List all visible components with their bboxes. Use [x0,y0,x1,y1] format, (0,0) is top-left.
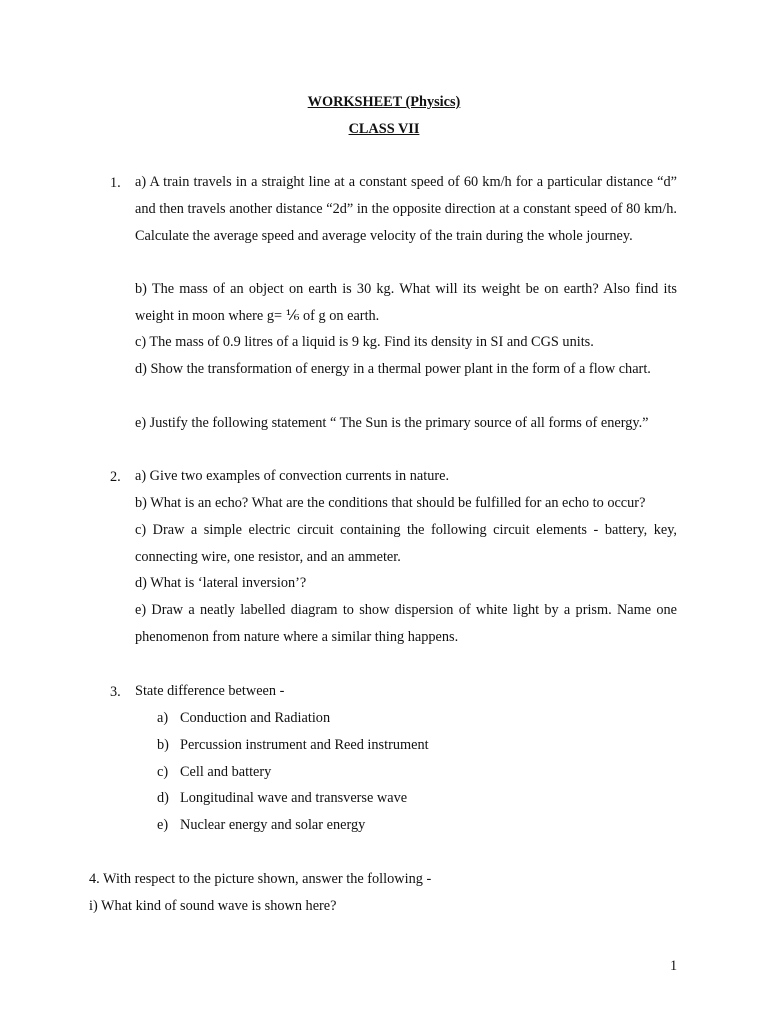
class-heading: CLASS VII [348,121,420,137]
question-4-intro: 4. With respect to the picture shown, answer the following - [89,871,432,887]
list-item-letter: d) [157,790,169,806]
question-2c: c) Draw a simple electric circuit containing the following circuit elements - battery, key, connecting wire, one resistor, and an ammeter. [135,522,677,565]
list-item-text: Nuclear energy and solar energy [180,817,366,833]
list-item-letter: a) [157,710,169,726]
list-item-text: Longitudinal wave and transverse wave [180,790,408,806]
question-1e: e) Justify the following statement “ The Sun is the primary source of all forms of energy.” [135,415,649,431]
question-1c: c) The mass of 0.9 litres of a liquid is 9 kg. Find its density in SI and CGS units. [135,334,594,350]
question-1d: d) Show the transformation of energy in a thermal power plant in the form of a flow chart. [135,361,651,377]
question-1-number: 1. [110,175,121,191]
list-item-text: Conduction and Radiation [180,710,331,726]
question-2e: e) Draw a neatly labelled diagram to show dispersion of white light by a prism. Name one phenomenon from nature where a similar thing happens. [135,602,677,645]
list-item-text: Cell and battery [180,764,272,780]
question-1b: b) The mass of an object on earth is 30 kg. What will its weight be on earth? Also find its weight in moon where g= ⅙ of g on earth. [135,281,677,324]
question-3-intro: State difference between - [135,683,285,699]
list-item-letter: e) [157,817,169,833]
worksheet-title: WORKSHEET (Physics) [307,94,461,110]
list-item-letter: b) [157,737,169,753]
question-1a: a) A train travels in a straight line at a constant speed of 60 km/h for a particular distance “d” and then travels another distance “2d” in the opposite direction at a constant speed of 80 km/h. Calculate the average speed and average velocity of the train during the whole journey. [135,174,677,244]
page-number: 1 [670,958,678,974]
list-item-letter: c) [157,764,169,780]
question-4-i: i) What kind of sound wave is shown here? [89,898,337,914]
question-2-number: 2. [110,469,121,485]
question-3-number: 3. [110,684,121,700]
question-2a: a) Give two examples of convection currents in nature. [135,468,450,484]
list-item-text: Percussion instrument and Reed instrument [180,737,429,753]
question-2d: d) What is ‘lateral inversion’? [135,575,307,591]
question-2b: b) What is an echo? What are the conditions that should be fulfilled for an echo to occur? [135,495,646,511]
